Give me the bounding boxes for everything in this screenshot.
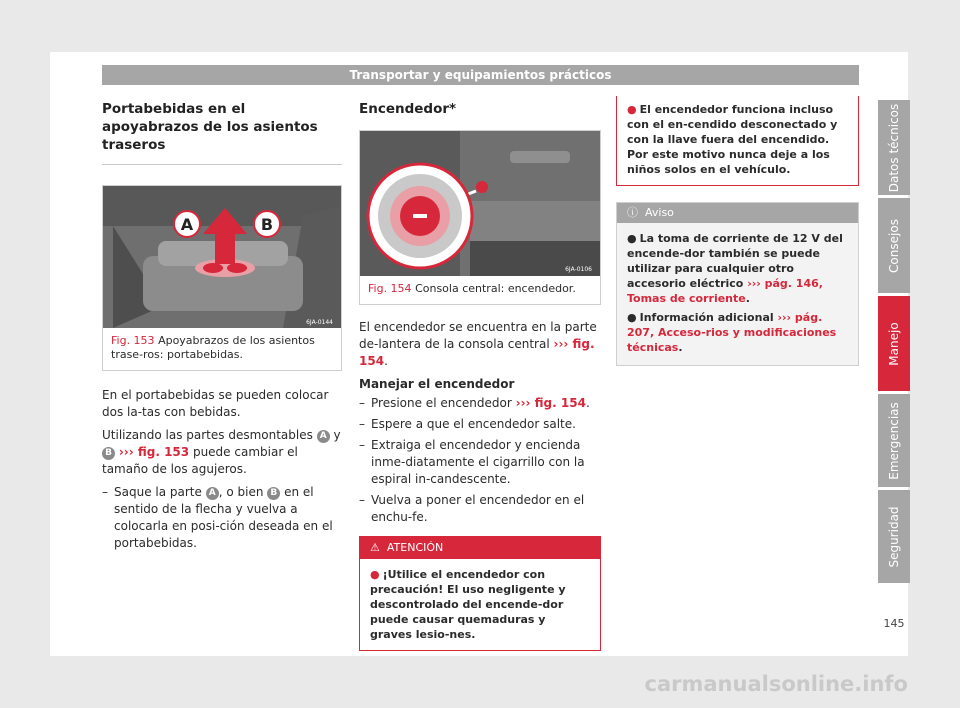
lighter-subheading: Manejar el encendedor xyxy=(359,377,515,391)
tab-label: Seguridad xyxy=(887,505,901,568)
step-letter-a-badge: A xyxy=(206,487,219,500)
step2-text: Espere a que el encendedor salte. xyxy=(371,417,576,431)
para2-start: Utilizando las partes desmontables xyxy=(102,428,313,442)
page-146-link[interactable]: ››› pág. 146, Tomas de corriente xyxy=(627,277,823,305)
para2-end: puede cambiar el tamaño de los agujeros. xyxy=(102,445,298,476)
tab-consejos[interactable] xyxy=(878,198,910,293)
armrest-cupholder-image xyxy=(103,186,341,328)
tab-manejo[interactable] xyxy=(878,296,910,391)
note-item2-end: . xyxy=(678,341,683,354)
note-item-2 xyxy=(627,310,848,355)
step-mid: , o bien xyxy=(218,485,264,499)
note-header xyxy=(617,203,858,223)
armrest-para-2 xyxy=(102,427,342,478)
lighter-step-4: – Vuelva a poner el encendedor en el enchu-fe. xyxy=(359,493,585,524)
lighter-step-2: – Espere a que el encendedor salte. xyxy=(359,417,576,431)
continuation-bullet: ● xyxy=(627,103,637,116)
continuation-text: El encendedor funciona incluso con el en-cendido desconectado y con la llave fuera del encendido. Por este motivo nunca deje a los niños solos en el vehículo. xyxy=(627,103,838,176)
tab-emergencias[interactable] xyxy=(878,394,910,487)
tab-label: Consejos xyxy=(887,218,901,273)
figure-label-a: A xyxy=(180,215,194,234)
armrest-heading: Portabebidas en el apoyabrazos de los asientos traseros xyxy=(102,101,318,153)
watermark: carmanualsonline.info xyxy=(644,672,908,696)
lighter-body xyxy=(359,319,601,526)
warning-bullet: ● xyxy=(370,568,380,581)
warning-title: ATENCIÓN xyxy=(386,541,444,554)
fig-154-link-step[interactable]: ››› fig. 154 xyxy=(515,396,586,410)
column-lighter xyxy=(359,100,601,651)
note-item1-end: . xyxy=(745,292,750,305)
warning-body xyxy=(360,559,600,650)
note-bullet-1: ● xyxy=(627,232,637,245)
page-207-link[interactable]: ››› pág. 207, Acceso-rios y modificaciones técnicas xyxy=(627,311,837,354)
warning-header xyxy=(360,537,600,559)
lighter-step-1: – Presione el encendedor ››› fig. 154. xyxy=(359,396,590,410)
tab-label: Emergencias xyxy=(887,401,901,480)
note-box xyxy=(616,202,859,366)
armrest-body xyxy=(102,387,342,552)
intro-text: El encendedor se encuentra en la parte de-lantera de la consola central xyxy=(359,320,597,351)
lighter-heading: Encendedor* xyxy=(359,101,457,117)
letter-b-badge: B xyxy=(102,447,115,460)
armrest-para-1: En el portabebidas se pueden colocar dos la-tas con bebidas. xyxy=(102,388,329,419)
tab-label: Datos técnicos xyxy=(887,103,901,192)
step-end: en el sentido de la flecha y vuelva a colocarla en posi-ción deseada en el portabebidas. xyxy=(114,485,333,550)
note-title: Aviso xyxy=(645,206,674,219)
letter-a-badge: A xyxy=(317,430,330,443)
figure-153-caption xyxy=(103,328,341,370)
armrest-step: – Saque la parte A , o bien B en el sentido de la flecha y vuelva a colocarla en posi-ción deseada en el portabebidas. xyxy=(102,485,333,550)
page-number: 145 xyxy=(883,617,905,630)
warning-text: ¡Utilice el encendedor con precaución! El uso negligente y descontrolado del encende-dor puede causar quemaduras y graves lesio-nes. xyxy=(370,568,566,641)
note-item1-text: La toma de corriente de 12 V del encende-dor también se puede utilizar para cualquier otro accesorio eléctrico xyxy=(627,232,843,290)
figure-153 xyxy=(102,185,342,371)
column-notes xyxy=(616,100,859,366)
fig-154-label: Fig. 154 xyxy=(368,282,412,295)
note-bullet-2: ● xyxy=(627,311,637,324)
step1-end: . xyxy=(585,396,590,410)
note-body xyxy=(617,223,858,365)
fig-153-caption-text: Apoyabrazos de los asientos trase-ros: portabebidas. xyxy=(111,334,315,361)
note-item2-text: Información adicional xyxy=(639,311,774,324)
figure-154-caption xyxy=(360,276,600,304)
fig-154-caption-text: Consola central: encendedor. xyxy=(415,282,576,295)
warning-continuation xyxy=(616,96,859,186)
tab-datos-tecnicos[interactable] xyxy=(878,100,910,195)
step1-text: Presione el encendedor xyxy=(371,396,512,410)
step4-text: Vuelva a poner el encendedor en el enchu-fe. xyxy=(371,493,585,524)
info-icon: ⓘ xyxy=(627,206,638,219)
page-header: Transportar y equipamientos prácticos xyxy=(102,65,859,85)
warning-triangle-icon: ⚠ xyxy=(370,541,380,554)
fig-154-link-intro[interactable]: ››› fig. 154 xyxy=(359,337,595,368)
tab-label: Manejo xyxy=(887,321,901,366)
step-letter-b-badge: B xyxy=(267,487,280,500)
fig-153-link[interactable]: ››› fig. 153 xyxy=(118,445,190,459)
para2-y: y xyxy=(333,428,341,442)
figure-code-154: 6JA-0106 xyxy=(565,266,592,273)
figure-label-b: B xyxy=(260,215,274,234)
warning-box xyxy=(359,536,601,651)
lighter-step-3: – Extraiga el encendedor y encienda inme-diatamente el cigarrillo con la espiral in-candescente. xyxy=(359,438,585,486)
column-armrest xyxy=(102,100,342,556)
tab-seguridad[interactable] xyxy=(878,490,910,583)
step-start: Saque la parte xyxy=(114,485,202,499)
figure-code: 6JA-0144 xyxy=(306,319,333,326)
note-item-1 xyxy=(627,231,848,306)
figure-154 xyxy=(359,130,601,305)
armrest-heading-block xyxy=(102,100,342,165)
lighter-console-image xyxy=(360,131,600,276)
intro-end: . xyxy=(384,354,388,368)
lighter-intro xyxy=(359,319,601,370)
fig-153-label: Fig. 153 xyxy=(111,334,155,347)
step3-text: Extraiga el encendedor y encienda inme-diatamente el cigarrillo con la espiral in-candescente. xyxy=(371,438,585,486)
